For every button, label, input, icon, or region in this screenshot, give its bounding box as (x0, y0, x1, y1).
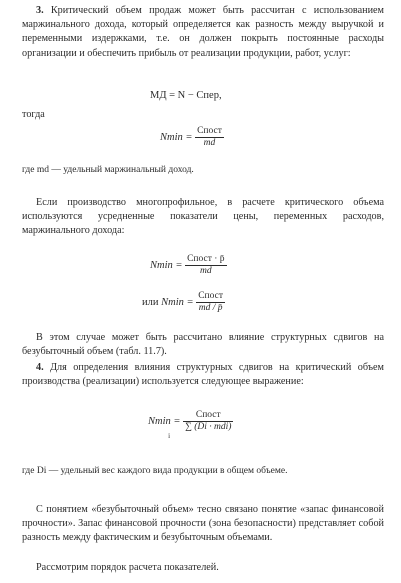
formula-nmin-1: Nmin = $\frac{\text{Cпост}}{md}$ (160, 126, 222, 148)
paragraph-calculation: Рассмотрим порядок расчета показателей. (36, 562, 219, 573)
definition-di: где Di — удельный вес каждого вида продукции в общем объеме. (22, 466, 288, 476)
definition-md: где md — удельный маржинальный доход. (22, 165, 194, 175)
formula-md: МД = N − Cпер, (150, 90, 222, 101)
paragraph-critical-volume: 3. Критический объем продаж может быть рассчитан с использованием маржинального дохода, который определяется как разность между выручкой и переменными издержками, т.е. он должен покрыть постоянные расходы организации и обеспечить прибыль от реализации продукции, работ, услуг: (22, 5, 384, 59)
formula-nmin-3: или Nmin = $\frac{\text{Cпост}}{md / p̄}$ (142, 291, 223, 313)
formula-nmin-2: Nmin = $\frac{\text{Cпост · p̄}}{md}$ (150, 254, 225, 276)
paragraph-structural-shifts: В этом случае может быть рассчитано влияние структурных сдвигов на безубыточный объем (табл. 11.7). (22, 332, 384, 358)
paragraph-multiprofile: Если производство многопрофильное, в расчете критического объема используются усредненные показатели цены, переменных расходов, маржинального дохода: (22, 197, 384, 237)
paragraph-safety-margin: С понятием «безубыточный объем» тесно связано понятие «запас финансовой прочности». Запас финансовой прочности (зона безопасности) представляет собой разность между фактическим и безубыточным объемами. (22, 504, 384, 544)
paragraph-influence: 4. Для определения влияния структурных сдвигов на критический объем производства (реализации) используется следующее выражение: (22, 362, 385, 388)
text-togda: тогда (22, 109, 45, 120)
formula-nmin-sum: Nmin = $\frac{\text{Cпост}}{\text{∑ (Di · mdi)}}$ i (148, 410, 232, 440)
